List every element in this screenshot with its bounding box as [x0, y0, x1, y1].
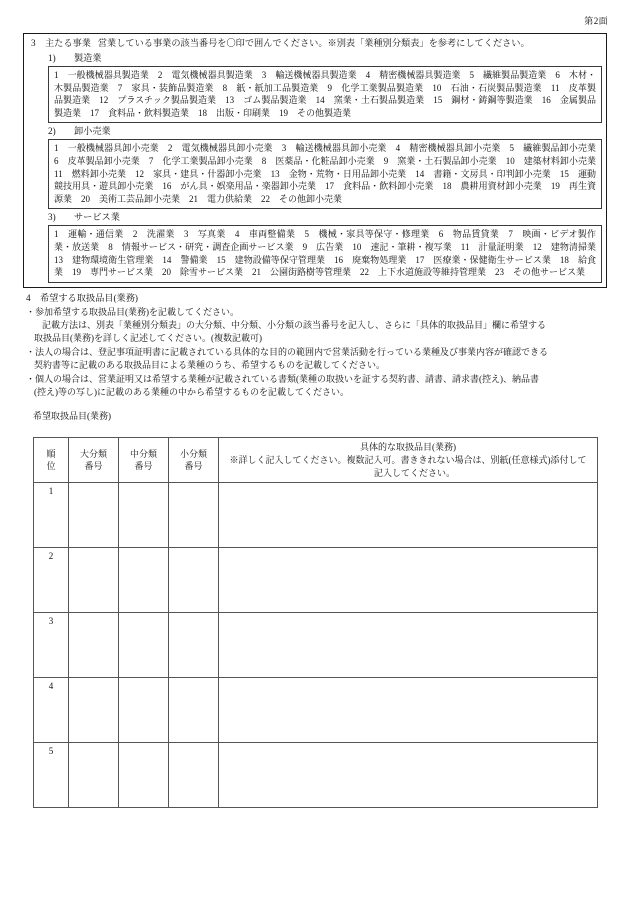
table-row: [34, 678, 598, 743]
cell-rank: 4: [34, 678, 69, 743]
column-header-minor-category-number: [169, 438, 219, 483]
category-block-wholesale-retail: [28, 125, 606, 209]
cell-mid-number[interactable]: [119, 678, 169, 743]
section-4-title: 希望する取扱品目(業務): [40, 293, 138, 303]
column-header-specific-items: [219, 438, 598, 483]
category-items-manufacturing[interactable]: 1 一般機械器具製造業 2 電気機械器具製造業 3 輸送機械器具製造業 4 精密機械器具製造業 5 繊維製品製造業 6 木材・木製品製造業 7 家具・装飾品製造業 8 紙・紙加工品製造業 9 化学工業製品製造業 10 石油・石炭製品製造業 11 皮革製品製造業 12 プラスチック製品製造業 13 ゴム製品製造業 14 窯業・土石製品製造業 15 鋼材・鋳鋼等製造業 16 金属製品製造業 17 食料品・飲料製造業 18 出版・印刷業 19 その他製造業: [54, 70, 596, 118]
page-label: 第2面: [584, 16, 608, 26]
cell-minor-number[interactable]: [169, 743, 219, 808]
category-name-1: 製造業: [74, 53, 102, 63]
category-items-wholesale-retail[interactable]: 1 一般機械器具卸小売業 2 電気機械器具卸小売業 3 輸送機械器具卸小売業 4 精密機械器具卸小売業 5 繊維製品卸小売業 6 皮革製品卸小売業 7 化学工業製品卸小売業 8 医薬品・化粧品卸小売業 9 窯業・土石製品卸小売業 10 建築材料卸小売業 11 燃料卸小売業 12 家具・建具・什器卸小売業 13 金物・荒物・日用品卸小売業 14 書籍・文房具・印判卸小売業 15 運動競技用具・遊具卸小売業 16 がん具・娯楽用品・楽器卸小売業 17 食料品・飲料卸小売業 18 農耕用資材卸小売業 19 再生資源業 20 美術工芸品卸小売業 21 電力供給業 22 その他卸小売業: [54, 143, 606, 204]
column-header-mid-line1: 中分類: [129, 448, 157, 459]
cell-minor-number[interactable]: [169, 483, 219, 548]
section-3-number: 3: [31, 38, 36, 48]
table-row: [34, 743, 598, 808]
category-items-box-wholesale-retail: [48, 139, 606, 209]
table-header-row: [34, 438, 598, 483]
bullet-3-line-1: 個人の場合は、営業証明又は希望する業種が記載されている書類(業種の取扱いを証する契約書、請書、請求書(控え)、納品書: [35, 373, 540, 384]
cell-major-number[interactable]: [69, 613, 119, 678]
table-body: [34, 483, 598, 808]
cell-specific-items[interactable]: [219, 678, 598, 743]
bullet-mark: ・: [26, 373, 36, 384]
bullet-2-line-1: 法人の場合は、登記事項証明書に記載されている具体的な目的の範囲内で営業活動を行っている業種及び事業内容が確認できる: [35, 346, 549, 357]
bullet-mark: ・: [26, 346, 36, 357]
cell-minor-number[interactable]: [169, 613, 219, 678]
bullet-mark: ・: [26, 306, 36, 317]
desired-items-table: [33, 437, 598, 808]
category-title-manufacturing: [28, 52, 602, 65]
column-header-rank: [34, 438, 69, 483]
cell-specific-items[interactable]: [219, 548, 598, 613]
column-header-detail-line3: 記入してください。: [373, 467, 455, 478]
column-header-mid-line2: 番号: [134, 461, 153, 472]
cell-minor-number[interactable]: [169, 548, 219, 613]
section-4-bullet-2: [23, 346, 607, 373]
cell-rank: 1: [34, 483, 69, 548]
cell-rank: 2: [34, 548, 69, 613]
bullet-2-line-2: 契約書等に記載のある取扱品目による業種のうち、希望するものを記載してください。: [34, 360, 386, 371]
cell-major-number[interactable]: [69, 743, 119, 808]
cell-minor-number[interactable]: [169, 678, 219, 743]
section-4-heading: [23, 292, 607, 306]
cell-major-number[interactable]: [69, 548, 119, 613]
cell-rank: 3: [34, 613, 69, 678]
column-header-mid-category-number: [119, 438, 169, 483]
cell-specific-items[interactable]: [219, 483, 598, 548]
column-header-detail-line2: ※詳しく記入してください。複数記入可。書ききれない場合は、別紙(任意様式)添付して: [229, 454, 587, 465]
table-row: [34, 483, 598, 548]
cell-mid-number[interactable]: [119, 743, 169, 808]
category-name-3: サービス業: [74, 212, 120, 223]
section-3-instruction: 営業している事業の該当番号を〇印で囲んでください。※別表「業種別分類表」を参考にしてください。: [97, 38, 530, 48]
section-4-bullet-3: [23, 373, 607, 400]
column-header-minor-line2: 番号: [184, 461, 203, 472]
table-header: [34, 438, 598, 483]
column-header-major-line2: 番号: [84, 461, 103, 472]
bullet-1-line-1: 参加希望する取扱品目(業務)を記載してください。: [35, 306, 240, 317]
column-header-major-category-number: [69, 438, 119, 483]
section-4-desired-items: [23, 292, 607, 423]
cell-mid-number[interactable]: [119, 483, 169, 548]
section-3-heading: [28, 37, 602, 50]
bullet-1-line-3: 取扱品目(業務)を詳しく記述してください。(複数記載可): [34, 333, 262, 344]
section-3-title: 主たる事業: [45, 38, 91, 48]
table-caption: 希望取扱品目(業務): [33, 411, 111, 422]
category-name-2: 卸小売業: [74, 126, 111, 137]
column-header-rank-line2: 位: [46, 461, 56, 472]
section-3-main-business: [23, 33, 607, 288]
category-items-service[interactable]: 1 運輸・通信業 2 洗濯業 3 写真業 4 車両整備業 5 機械・家具等保守・修理業 6 物品賃貸業 7 映画・ビデオ製作業・放送業 8 情報サービス・研究・調査企画サービス業 9 広告業 10 速記・筆耕・複写業 11 計量証明業 12 建物清掃業 13 建物環境衛生管理業 14 警備業 15 建物設備等保守管理業 16 廃棄物処理業 17 医療業・保健衛生サービス業 18 給食業 19 専門サービス業 20 除雪サービス業 21 公園街路樹等管理業 22 上下水道施設等維持管理業 23 その他サービス業: [54, 229, 606, 278]
section-4-bullet-1: [23, 306, 607, 346]
table-row: [34, 548, 598, 613]
cell-rank: 5: [34, 743, 69, 808]
bullet-3-line-2: (控え)等の写し)に記載のある業種の中から希望するものを記載してください。: [34, 386, 349, 397]
cell-major-number[interactable]: [69, 678, 119, 743]
category-items-box-service: [48, 225, 606, 282]
category-title-wholesale-retail: [28, 125, 602, 138]
category-marker-3: 3): [48, 212, 56, 223]
cell-mid-number[interactable]: [119, 613, 169, 678]
cell-specific-items[interactable]: [219, 613, 598, 678]
cell-mid-number[interactable]: [119, 548, 169, 613]
section-4-number: 4: [26, 293, 31, 303]
category-block-manufacturing: [28, 52, 602, 123]
column-header-detail-line1: 具体的な取扱品目(業務): [360, 442, 456, 452]
column-header-minor-line1: 小分類: [179, 448, 207, 459]
cell-major-number[interactable]: [69, 483, 119, 548]
column-header-major-line1: 大分類: [79, 448, 107, 459]
table-row: [34, 613, 598, 678]
category-marker-2: 2): [48, 126, 56, 137]
category-marker-1: 1): [48, 53, 56, 63]
column-header-rank-line1: 順: [46, 448, 56, 459]
category-items-box-manufacturing: [48, 66, 602, 123]
cell-specific-items[interactable]: [219, 743, 598, 808]
category-title-service: [28, 211, 602, 224]
category-block-service: [28, 211, 606, 282]
bullet-1-line-2: 記載方法は、別表「業種別分類表」の大分類、中分類、小分類の該当番号を記入し、さらに「具体的取扱品目」欄に希望する: [42, 319, 547, 330]
